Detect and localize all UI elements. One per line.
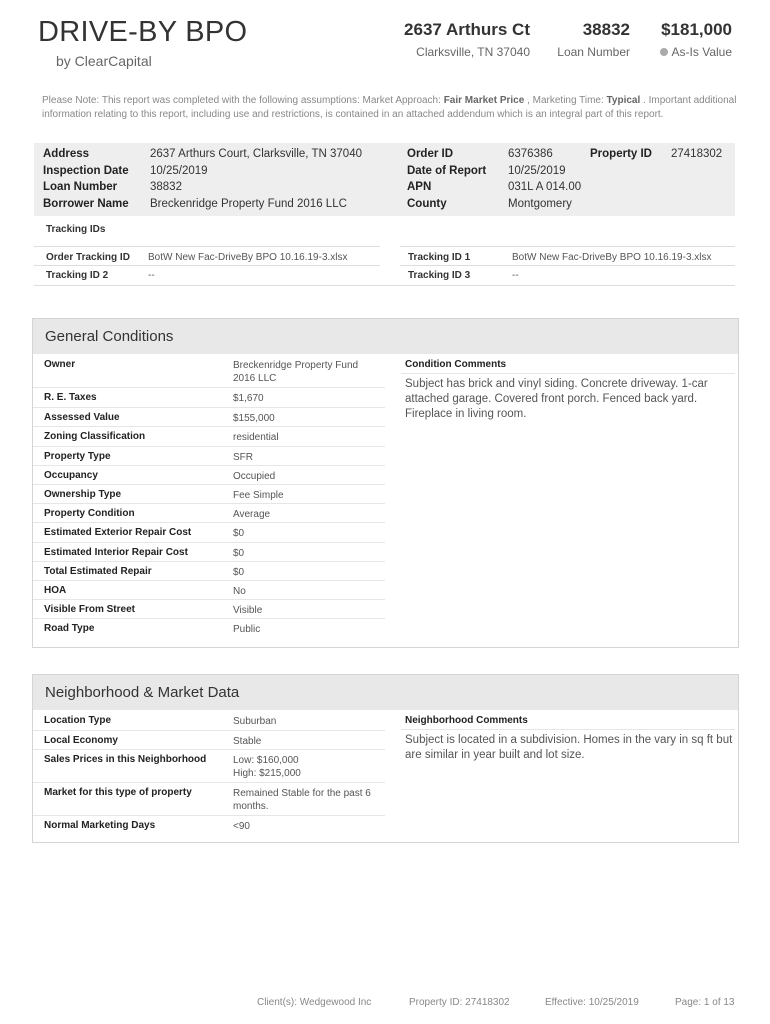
general-conditions-section bbox=[32, 318, 739, 648]
report-header bbox=[0, 0, 770, 90]
tracking-id-2-label: Tracking ID 2 bbox=[46, 270, 109, 281]
info-apn: 031L A 014.00 bbox=[508, 181, 582, 193]
report-title: DRIVE-BY BPO bbox=[38, 16, 248, 48]
comments-divider bbox=[401, 373, 735, 374]
condition-comments: Subject has brick and vinyl siding. Concrete driveway. 1-car attached garage. Covered front porch. Fenced back yard. Fireplace in living room. bbox=[405, 378, 708, 420]
table-row: Sales Prices in this Neighborhood Low: $160,000 High: $215,000 bbox=[33, 750, 385, 783]
assumptions-note: Please Note: This report was completed with the following assumptions: Market Approach: Fair Market Price , Marketing Time: Typical . Important additional information relating to this report, including use and restrictions, is contained in an attached addendum which is an integral part of this report. bbox=[42, 95, 737, 120]
header-address bbox=[404, 20, 530, 59]
tracking-divider bbox=[34, 265, 380, 266]
order-tracking-id-label: Order Tracking ID bbox=[46, 252, 130, 263]
header-street: 2637 Arthurs Ct bbox=[404, 20, 530, 39]
header-loan bbox=[557, 20, 630, 59]
info-property-id-label: Property ID bbox=[590, 148, 652, 160]
table-row: Visible From Street Visible bbox=[33, 600, 385, 619]
neighborhood-section bbox=[32, 674, 739, 843]
info-borrower-name: Breckenridge Property Fund 2016 LLC bbox=[150, 197, 347, 210]
info-labels-right: Order ID Date of Report APN County bbox=[407, 148, 487, 210]
table-row: Market for this type of property Remained Stable for the past 6 months. bbox=[33, 783, 385, 816]
table-row: R. E. Taxes $1,670 bbox=[33, 388, 385, 408]
footer-property-id: Property ID: 27418302 bbox=[409, 997, 510, 1008]
info-date-of-report: 10/25/2019 bbox=[508, 164, 566, 177]
table-row: Assessed Value $155,000 bbox=[33, 408, 385, 427]
tracking-title: Tracking IDs bbox=[46, 224, 106, 235]
footer-page-number: Page: 1 of 13 bbox=[675, 997, 735, 1008]
header-as-is-value: $181,000 bbox=[661, 20, 732, 39]
table-row: Normal Marketing Days <90 bbox=[44, 820, 250, 832]
table-row: HOA No bbox=[33, 581, 385, 600]
tracking-divider bbox=[400, 246, 735, 247]
table-row: Zoning Classification residential bbox=[33, 427, 385, 447]
tracking-id-3: -- bbox=[512, 270, 519, 281]
info-order-id: 6376386 bbox=[508, 148, 553, 160]
table-row: Estimated Interior Repair Cost $0 bbox=[33, 543, 385, 562]
table-row: Occupancy Occupied bbox=[33, 466, 385, 485]
neighborhood-comments-title: Neighborhood Comments bbox=[405, 715, 528, 726]
header-loan-label: Loan Number bbox=[557, 45, 630, 59]
table-row: Property Condition Average bbox=[33, 504, 385, 523]
info-values-right bbox=[508, 146, 581, 212]
status-dot-icon bbox=[660, 48, 668, 56]
info-address: 2637 Arthurs Court, Clarksville, TN 37040 bbox=[150, 148, 362, 160]
tracking-id-2: -- bbox=[148, 270, 155, 281]
info-county: Montgomery bbox=[508, 197, 572, 210]
table-row: Ownership Type Fee Simple bbox=[33, 485, 385, 504]
neighborhood-comments: Subject is located in a subdivision. Homes in the vary in sq ft but are similar in year built and lot size. bbox=[405, 734, 733, 761]
info-inspection-date: 10/25/2019 bbox=[150, 164, 208, 177]
table-row: Road Type Public bbox=[44, 623, 261, 635]
tracking-id-3-label: Tracking ID 3 bbox=[408, 270, 471, 281]
tracking-id-1-label: Tracking ID 1 bbox=[408, 252, 471, 263]
table-row: Location Type Suburban bbox=[33, 711, 385, 731]
tracking-divider bbox=[400, 265, 735, 266]
info-labels-left: Address Inspection Date Loan Number Borrower Name bbox=[43, 148, 129, 210]
condition-comments-title: Condition Comments bbox=[405, 359, 507, 370]
table-row: Local Economy Stable bbox=[33, 731, 385, 750]
tracking-ids bbox=[34, 218, 735, 286]
footer-effective: Effective: 10/25/2019 bbox=[545, 997, 639, 1008]
comments-divider bbox=[401, 729, 735, 730]
header-city: Clarksville, TN 37040 bbox=[416, 45, 530, 59]
info-values-left bbox=[150, 146, 362, 212]
table-row: Owner Breckenridge Property Fund 2016 LLC bbox=[33, 355, 385, 388]
header-loan-number: 38832 bbox=[582, 20, 630, 39]
info-loan-number: 38832 bbox=[150, 181, 182, 193]
order-tracking-id: BotW New Fac-DriveBy BPO 10.16.19-3.xlsx bbox=[148, 252, 348, 263]
section-title: Neighborhood & Market Data bbox=[33, 675, 738, 710]
tracking-id-1: BotW New Fac-DriveBy BPO 10.16.19-3.xlsx bbox=[512, 252, 712, 263]
header-value-label: As-Is Value bbox=[660, 45, 732, 59]
table-row: Estimated Exterior Repair Cost $0 bbox=[33, 523, 385, 543]
section-title: General Conditions bbox=[33, 319, 738, 354]
tracking-divider bbox=[34, 246, 380, 247]
header-value bbox=[660, 20, 732, 59]
property-info-box bbox=[34, 143, 735, 216]
info-property-id: 27418302 bbox=[671, 148, 723, 160]
report-brand: by ClearCapital bbox=[56, 53, 152, 69]
table-row: Total Estimated Repair $0 bbox=[33, 562, 385, 581]
table-row: Property Type SFR bbox=[33, 447, 385, 466]
footer-client: Client(s): Wedgewood Inc bbox=[257, 997, 372, 1008]
